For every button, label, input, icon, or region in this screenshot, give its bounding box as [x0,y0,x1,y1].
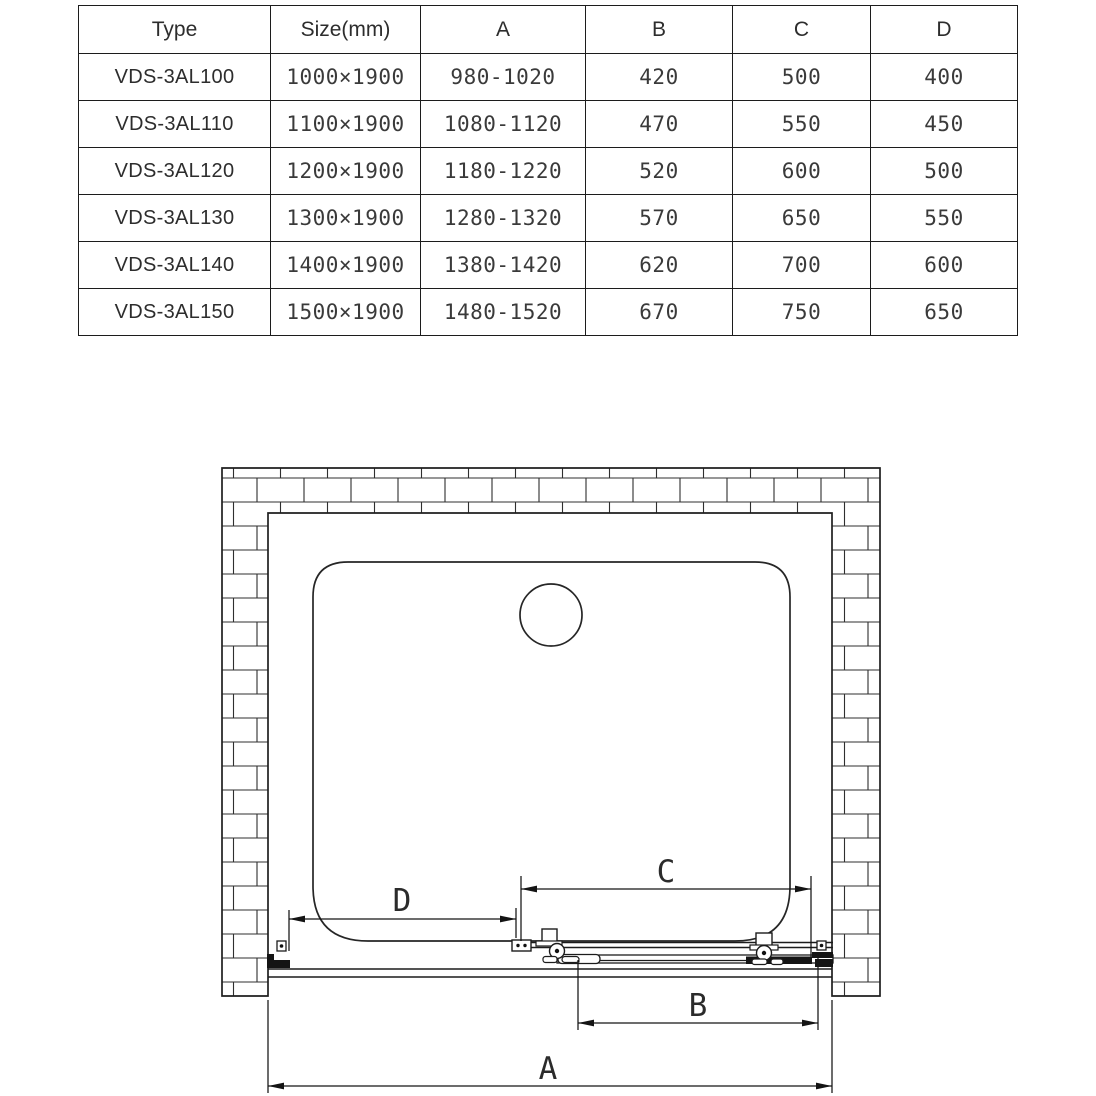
roller-left [536,929,579,963]
cell-b: 470 [586,101,733,148]
cell-size: 1200×1900 [271,148,421,195]
cell-a: 1380-1420 [421,242,586,289]
wall-bracket-right [812,941,833,967]
cell-size: 1400×1900 [271,242,421,289]
col-header-d: D [871,6,1018,54]
col-header-a: A [421,6,586,54]
cell-b: 670 [586,289,733,336]
col-header-b: B [586,6,733,54]
dim-label-a: A [538,1051,558,1087]
brick-wall [222,468,880,996]
col-header-type: Type [79,6,271,54]
dim-label-c: C [656,854,676,890]
cell-type: VDS-3AL140 [79,242,271,289]
cell-c: 750 [733,289,871,336]
cell-c: 650 [733,195,871,242]
cell-c: 500 [733,54,871,101]
cell-a: 1480-1520 [421,289,586,336]
cell-b: 420 [586,54,733,101]
cell-d: 400 [871,54,1018,101]
cell-type: VDS-3AL120 [79,148,271,195]
cell-size: 1300×1900 [271,195,421,242]
cell-c: 550 [733,101,871,148]
cell-size: 1000×1900 [271,54,421,101]
cell-d: 650 [871,289,1018,336]
cell-d: 450 [871,101,1018,148]
cell-b: 520 [586,148,733,195]
cell-type: VDS-3AL130 [79,195,271,242]
cell-c: 700 [733,242,871,289]
cell-a: 1280-1320 [421,195,586,242]
shower-tray [313,562,790,941]
col-header-size: Size(mm) [271,6,421,54]
cell-size: 1100×1900 [271,101,421,148]
cell-a: 1080-1120 [421,101,586,148]
dim-label-b: B [688,988,708,1024]
cell-b: 620 [586,242,733,289]
wall-bracket-left [267,941,290,968]
roller-right [750,933,783,965]
cell-c: 600 [733,148,871,195]
cell-type: VDS-3AL150 [79,289,271,336]
dim-b [578,957,818,1030]
cell-d: 600 [871,242,1018,289]
cell-type: VDS-3AL110 [79,101,271,148]
cell-d: 550 [871,195,1018,242]
cell-a: 1180-1220 [421,148,586,195]
dim-a [268,1000,832,1093]
dim-label-d: D [392,883,412,919]
cell-type: VDS-3AL100 [79,54,271,101]
cell-b: 570 [586,195,733,242]
col-header-c: C [733,6,871,54]
cell-d: 500 [871,148,1018,195]
bottom-rail [557,955,833,965]
cell-a: 980-1020 [421,54,586,101]
floor-sill [268,969,832,977]
drain-circle [520,584,582,646]
cell-size: 1500×1900 [271,289,421,336]
